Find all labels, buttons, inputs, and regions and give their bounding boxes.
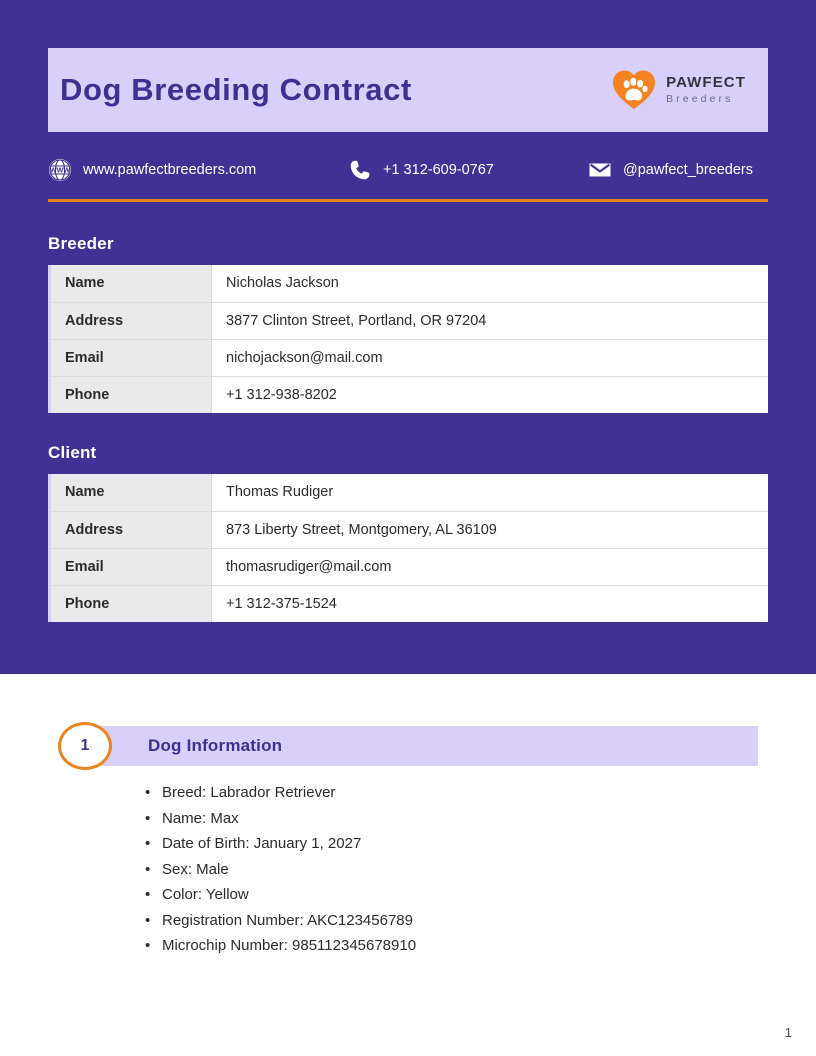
contact-row <box>48 152 768 188</box>
table-row <box>50 585 769 622</box>
brand-logo <box>612 69 746 111</box>
client-info-table <box>48 474 768 622</box>
heart-paw-icon <box>612 69 656 111</box>
client-heading: Client <box>48 443 97 462</box>
row-value: Thomas Rudiger <box>212 474 769 511</box>
list-item: • Microchip Number: 985112345678910 <box>162 933 416 959</box>
row-value: Nicholas Jackson <box>212 265 769 302</box>
dog-information-list <box>140 780 416 959</box>
table-row <box>50 265 769 302</box>
section-1-title: Dog Information <box>148 736 283 755</box>
row-label: Name <box>50 474 212 511</box>
table-row <box>50 376 769 413</box>
svg-text:WWW: WWW <box>49 165 71 175</box>
list-item: • Color: Yellow <box>162 882 416 908</box>
table-row <box>50 339 769 376</box>
row-label: Email <box>50 339 212 376</box>
list-item: • Name: Max <box>162 806 416 832</box>
row-value: 3877 Clinton Street, Portland, OR 97204 <box>212 302 769 339</box>
row-value: thomasrudiger@mail.com <box>212 548 769 585</box>
row-label: Phone <box>50 585 212 622</box>
list-item: • Sex: Male <box>162 857 416 883</box>
contact-website-text: www.pawfectbreeders.com <box>83 162 257 178</box>
list-item: • Date of Birth: January 1, 2027 <box>162 831 416 857</box>
table-row <box>50 511 769 548</box>
contact-website[interactable] <box>48 158 348 182</box>
table-row <box>50 302 769 339</box>
row-value: 873 Liberty Street, Montgomery, AL 36109 <box>212 511 769 548</box>
section-1-banner <box>100 726 758 766</box>
contact-email-text: @pawfect_breeders <box>623 162 753 178</box>
list-item: • Breed: Labrador Retriever <box>162 780 416 806</box>
orange-divider <box>48 199 768 202</box>
page-number: 1 <box>784 1025 792 1040</box>
contact-phone-text: +1 312-609-0767 <box>383 162 494 178</box>
page-title: Dog Breeding Contract <box>60 72 412 107</box>
section-1-number-badge: 1 <box>58 722 112 770</box>
row-label: Email <box>50 548 212 585</box>
globe-icon <box>48 158 72 182</box>
table-row <box>50 548 769 585</box>
row-label: Address <box>50 302 212 339</box>
row-label: Name <box>50 265 212 302</box>
contact-phone[interactable] <box>348 158 588 182</box>
list-item: • Registration Number: AKC123456789 <box>162 908 416 934</box>
row-label: Phone <box>50 376 212 413</box>
breeder-info-table <box>48 265 768 413</box>
breeder-heading: Breeder <box>48 234 114 253</box>
row-label: Address <box>50 511 212 548</box>
phone-icon <box>348 158 372 182</box>
section-1-header <box>58 726 758 766</box>
logo-subtitle: Breeders <box>666 92 734 105</box>
row-value: +1 312-938-8202 <box>226 386 337 403</box>
row-value: +1 312-375-1524 <box>226 595 337 612</box>
envelope-icon <box>588 158 612 182</box>
table-row <box>50 474 769 511</box>
contact-email[interactable] <box>588 158 768 182</box>
title-banner <box>48 48 768 132</box>
logo-name: PAWFECT <box>666 74 746 92</box>
logo-wordmark <box>666 75 746 105</box>
row-value: nichojackson@mail.com <box>212 339 769 376</box>
